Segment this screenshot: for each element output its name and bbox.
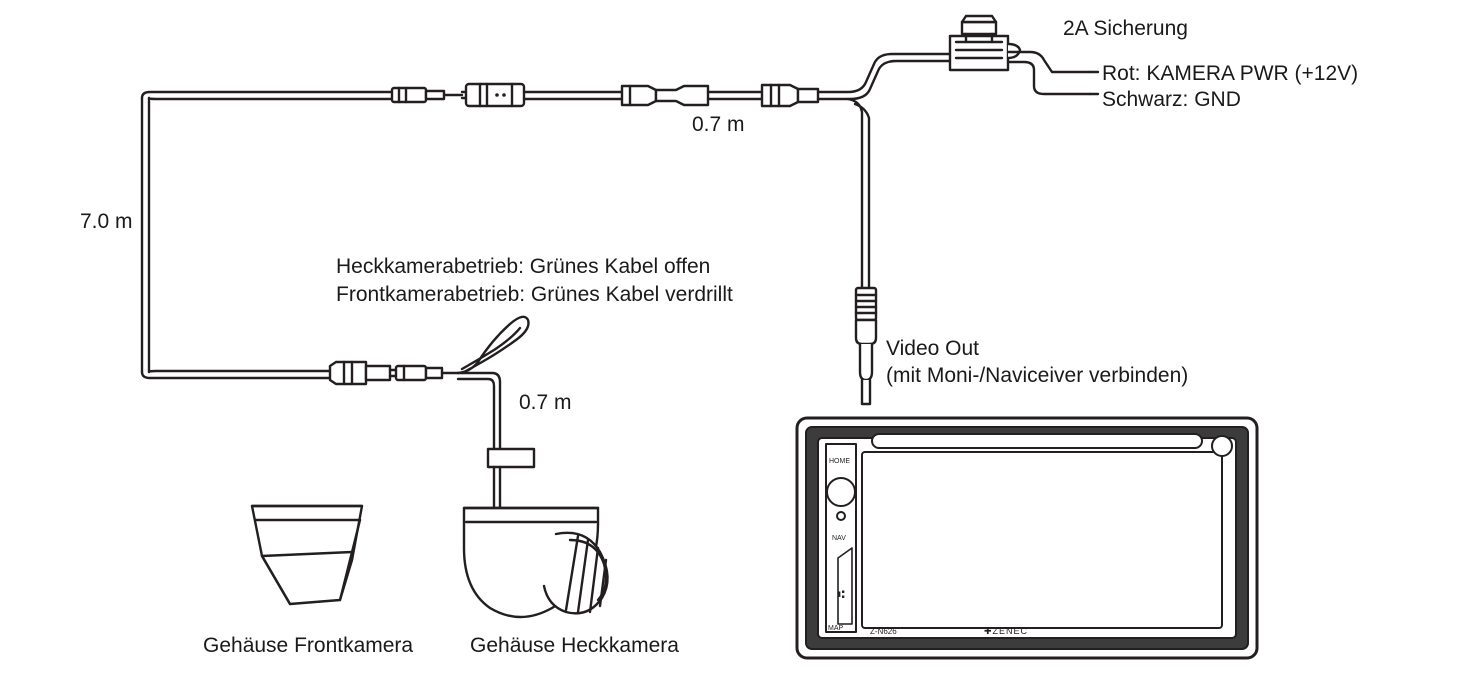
head-unit-home-label: HOME — [829, 458, 850, 465]
connector-pair-bottom-left — [330, 362, 390, 384]
length-branch-bottom-label: 0.7 m — [519, 391, 572, 414]
head-unit-model-label: Z-N626 — [870, 627, 897, 636]
length-branch-top-label: 0.7 m — [692, 113, 745, 136]
rear-camera-cable-2 — [458, 379, 494, 450]
connector-male-small-top — [392, 88, 462, 102]
video-out-label-line1: Video Out — [886, 337, 980, 360]
connector-inline-barrel-top — [466, 84, 524, 106]
main-cable-top-bend-inner — [149, 98, 392, 99]
green-wire-loop-inner — [462, 328, 520, 369]
front-camera-housing-caption: Gehäuse Frontkamera — [203, 634, 414, 657]
connector-pair-mid-top — [622, 86, 708, 105]
main-cable-bottom-bend-inner — [149, 371, 330, 372]
red-wire-label: Rot: KAMERA PWR (+12V) — [1102, 62, 1359, 85]
video-cable-down — [848, 99, 862, 292]
length-main-label: 7.0 m — [80, 210, 133, 233]
head-unit — [797, 418, 1257, 658]
power-cable-upper-2 — [818, 61, 950, 99]
rear-camera-housing — [464, 508, 608, 617]
power-cable-upper — [818, 54, 950, 92]
rear-camera-housing-caption: Gehäuse Heckkamera — [470, 634, 679, 657]
head-unit-map-label: MAP — [828, 625, 844, 632]
head-unit-brand-label: ✚ZENEC — [984, 626, 1029, 636]
main-cable-bottom-bend — [142, 372, 330, 378]
cable-ferrite — [488, 449, 534, 467]
usb-icon: ⑆ — [838, 589, 845, 601]
main-cable-top-bend — [142, 92, 392, 98]
connector-male-small-bottom — [396, 366, 458, 380]
fuse-label: 2A Sicherung — [1063, 17, 1188, 40]
connector-pair-right-top — [762, 85, 818, 106]
head-unit-nav-label: NAV — [832, 535, 846, 542]
video-out-label-line2: (mit Moni-/Naviceiver verbinden) — [886, 364, 1189, 387]
black-wire-label: Schwarz: GND — [1102, 88, 1241, 111]
connector-video-out — [856, 288, 876, 404]
front-camera-housing — [252, 506, 362, 604]
mode-front-label: Frontkamerabetrieb: Grünes Kabel verdrillt — [336, 283, 733, 306]
mode-rear-label: Heckkamerabetrieb: Grünes Kabel offen — [336, 255, 711, 278]
